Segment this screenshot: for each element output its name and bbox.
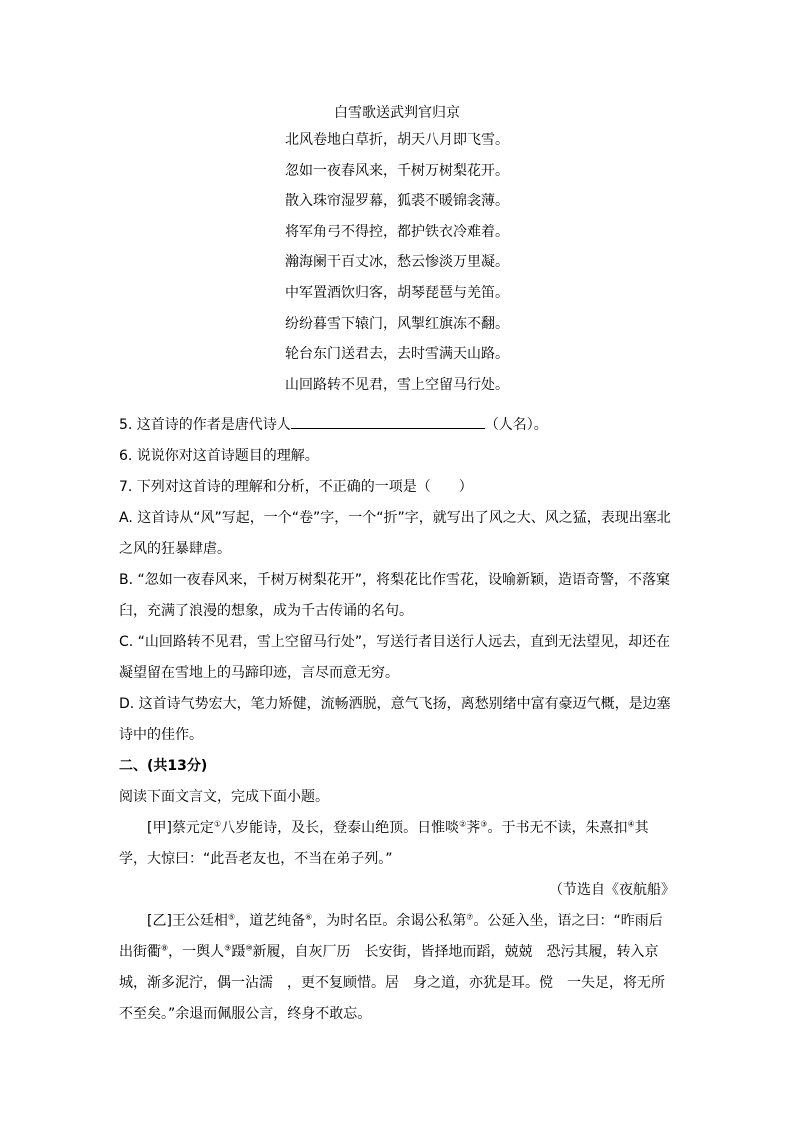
poem-line: 北风卷地白草折，胡天八月即飞雪。	[285, 132, 509, 148]
passage-text: 荠	[466, 820, 481, 836]
question-5-text: 5. 这首诗的作者是唐代诗人	[119, 417, 291, 433]
poem-line: 轮台东门送君去，去时雪满天山路。	[285, 346, 509, 363]
passage-text: [乙]王公廷相	[147, 913, 228, 929]
option-c: C. “山回路转不见君，雪上空留马行处”，写送行者目送行人远去，直到无法望见，却还在凝望留在雪地上的马蹄印迹，言尽而意无穷。	[119, 634, 671, 681]
poem	[0, 102, 794, 400]
poem-line: 散入珠帘湿罗幕，狐裘不暖锦衾薄。	[285, 193, 509, 210]
poem-line: 中军置酒饮归客，胡琴琵琶与羌笛。	[285, 284, 509, 301]
questions-content	[119, 410, 675, 1030]
poem-title: 白雪歌送武判官归京	[334, 105, 460, 121]
poem-line: 纷纷暮雪下辕门，风掣红旗冻不翻。	[285, 315, 509, 332]
footnote-marker: ④	[627, 819, 635, 829]
passage-text: 。公延入坐，语之曰：“昨雨后出街衢	[119, 913, 663, 960]
passage-text: 。于书无不读，朱熹扣	[487, 820, 628, 836]
footnote-marker: ⑦	[466, 912, 474, 922]
option-b: B. “忽如一夜春风来，千树万树梨花开”，将梨花比作雪花，设喻新颖，造语奇警，不落窠臼，充满了浪漫的想象，成为千古传诵的名句。	[119, 572, 671, 619]
question-5	[119, 410, 675, 441]
passage-text: ，道艺纯备	[235, 913, 306, 929]
poem-line: 山回路转不见君，雪上空留马行处。	[285, 376, 509, 393]
question-7: 7. 下列对这首诗的理解和分析，不正确的一项是（ ）	[119, 479, 473, 495]
footnote-marker: ③	[480, 819, 488, 829]
answer-blank[interactable]	[291, 414, 485, 429]
passage-text: ，为时名臣。余谒公私第	[312, 913, 467, 929]
section-heading: 二、(共13分)	[119, 758, 208, 774]
passage-text: 蹑	[231, 944, 246, 960]
footnote-marker: ①	[213, 819, 222, 829]
section-instruction: 阅读下面文言文，完成下面小题。	[119, 789, 329, 805]
footnote-marker: ②	[459, 819, 467, 829]
footnote-marker: ⑨	[224, 943, 232, 953]
passage-text: 其学，大惊曰：“此吾老友也，不当在弟子列。”	[119, 820, 649, 867]
question-5-suffix: （人名）。	[484, 417, 548, 433]
footnote-marker: ⑩	[245, 943, 253, 953]
poem-line: 将军角弓不得控，都护铁衣冷难着。	[285, 223, 509, 240]
poem-line: 瀚海阑干百丈冰，愁云惨淡万里凝。	[285, 254, 509, 271]
passage-jia	[119, 813, 675, 875]
option-d: D. 这首诗气势宏大，笔力矫健，流畅洒脱，意气飞扬，离愁别绪中富有豪迈气概，是边塞诗中的佳作。	[119, 696, 671, 743]
poem-line: 忽如一夜春风来，千树万树梨花开。	[285, 162, 509, 179]
passage-text: ，一舆人	[168, 944, 225, 960]
passage-text: 八岁能诗，及长，登泰山绝顶。日惟啖	[221, 820, 460, 836]
question-6: 6. 说说你对这首诗题目的理解。	[119, 448, 319, 464]
option-a: A. 这首诗从“风”写起，一个“卷”字，一个“折”字，就写出了风之大、风之猛，表现出塞北之风的狂暴肆虐。	[119, 510, 671, 557]
passage-text: [甲]蔡元定	[147, 820, 214, 836]
passage-source: （节选自《夜航船》	[549, 882, 675, 898]
footnote-marker: ⑥	[305, 912, 313, 922]
footnote-marker: ⑧	[161, 943, 169, 953]
passage-yi	[119, 906, 675, 1030]
passage-text: 新履，自灰厂历 长安街，皆择地而蹈，兢兢 恐污其履，转入京城，渐多泥泞，偶一沾濡 ，更不复顾惜。居 身之道，亦犹是耳。傥 一失足，将无所不至矣。”余退而佩服公言，终身不敢忘。	[119, 944, 665, 1022]
footnote-marker: ⑤	[227, 912, 236, 922]
